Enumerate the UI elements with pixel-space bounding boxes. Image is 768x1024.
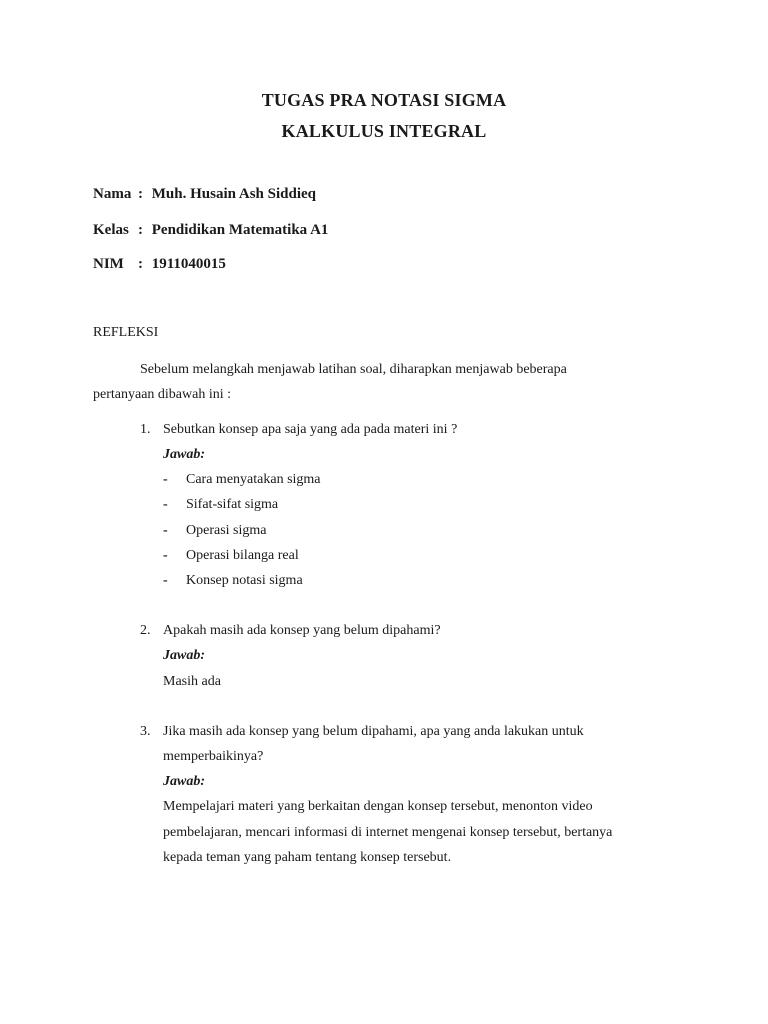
nama-colon: : <box>138 186 143 202</box>
bullet-marker: - <box>163 548 168 563</box>
question-3-number: 3. <box>140 724 151 739</box>
kelas-label: Kelas <box>93 222 129 238</box>
kelas-row <box>93 222 328 239</box>
bullet-marker: - <box>163 523 168 538</box>
question-3-answer-line-1: Mempelajari materi yang berkaitan dengan konsep tersebut, menonton video <box>163 799 593 814</box>
nama-label: Nama <box>93 186 132 202</box>
question-3-answer-line-3: kepada teman yang paham tentang konsep tersebut. <box>163 850 452 865</box>
kelas-colon: : <box>138 222 143 238</box>
bullet-marker: - <box>163 573 168 588</box>
question-2-text: Apakah masih ada konsep yang belum dipahami? <box>163 623 441 638</box>
bullet-marker: - <box>163 472 168 487</box>
kelas-value: Pendidikan Matematika A1 <box>151 222 329 238</box>
nim-row <box>93 256 226 273</box>
nim-colon: : <box>138 256 143 272</box>
section-heading: REFLEKSI <box>93 325 159 340</box>
nama-row <box>93 186 316 203</box>
intro-line-1: Sebelum melangkah menjawab latihan soal, diharapkan menjawab beberapa <box>140 362 567 377</box>
question-3-text-line-1: Jika masih ada konsep yang belum dipahami, apa yang anda lakukan untuk <box>163 724 584 739</box>
question-1-text: Sebutkan konsep apa saja yang ada pada materi ini ? <box>163 422 458 437</box>
intro-line-2: pertanyaan dibawah ini : <box>93 387 232 402</box>
list-item: Sifat-sifat sigma <box>186 497 279 512</box>
document-title: TUGAS PRA NOTASI SIGMA <box>261 90 507 110</box>
nama-value: Muh. Husain Ash Siddieq <box>151 186 316 202</box>
question-2-answer: Masih ada <box>163 674 221 689</box>
list-item: Operasi sigma <box>186 523 267 538</box>
question-3-answer-line-2: pembelajaran, mencari informasi di internet mengenai konsep tersebut, bertanya <box>163 825 613 840</box>
question-1-answer-label: Jawab: <box>163 447 205 462</box>
question-1-number: 1. <box>140 422 151 437</box>
list-item: Operasi bilanga real <box>186 548 299 563</box>
question-3-answer-label: Jawab: <box>163 774 205 789</box>
list-item: Cara menyatakan sigma <box>186 472 321 487</box>
document-subtitle: KALKULUS INTEGRAL <box>281 121 487 141</box>
question-2-number: 2. <box>140 623 151 638</box>
question-2-answer-label: Jawab: <box>163 648 205 663</box>
nim-label: NIM <box>93 256 124 272</box>
question-3-text-line-2: memperbaikinya? <box>163 749 264 764</box>
bullet-marker: - <box>163 497 168 512</box>
nim-value: 1911040015 <box>151 256 226 272</box>
list-item: Konsep notasi sigma <box>186 573 303 588</box>
